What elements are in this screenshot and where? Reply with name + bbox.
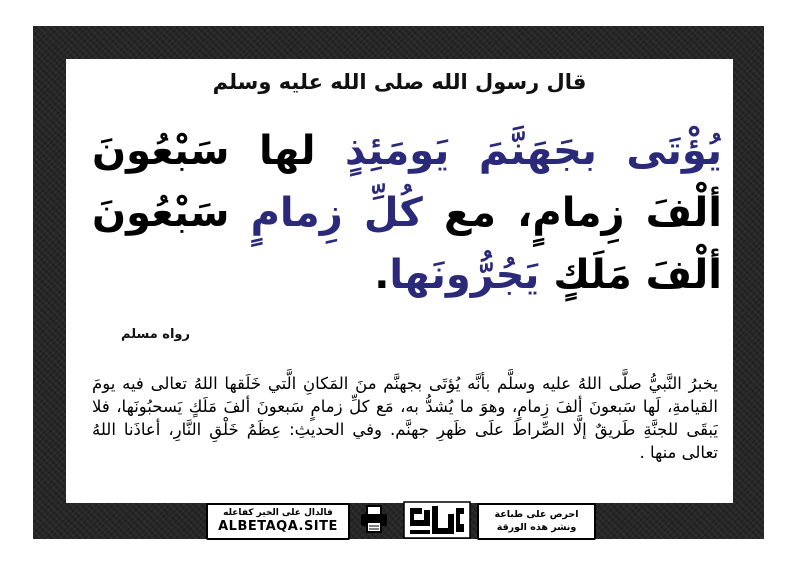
print-notice-box <box>477 503 596 540</box>
print-notice-line-1: احرص على طباعة <box>494 509 579 520</box>
printer-icon <box>359 504 389 534</box>
hadith-part-5: يَجُرُّونَها <box>389 252 540 298</box>
hadith-text <box>92 120 722 306</box>
explanation-text: يخبرُ النَّبيُّ صلَّى اللهُ عليه وسلَّم بأنَّه يُؤتَى بجهنَّم منَ المَكانِ الَّتي خَلَقها اللهُ تعالى فيه يومَ القيامةِ، لَها سَبعونَ ألفَ زِمامٍ، وهوَ ما يُشدُّ به، مَع كلِّ زمامٍ سَبعونَ ألفَ مَلَكٍ يَسحبُونَها، فلا يَبقَى للجنَّةِ طَريقٌ إلَّا الصِّراطَ علَى ظَهرِ جهنَّم. وفي الحديثِ: عِظَمُ خَلْقِ النَّارِ، أعاذَنا اللهُ تعالى منها . <box>92 374 718 462</box>
website-slogan: فالدال على الخير كفاعله <box>223 508 333 518</box>
logo-emblem <box>402 500 472 540</box>
footer <box>206 500 596 540</box>
website-link[interactable]: ALBETAQA.SITE <box>218 519 338 534</box>
hadith-part-3: كُلِّ زِمامٍ <box>250 190 423 236</box>
website-box <box>206 503 350 540</box>
hadith-part-6: . <box>374 252 390 298</box>
hadith-part-4: سَبْعُونَ ألْفَ مَلَكٍ <box>92 190 722 298</box>
print-notice-line-2: ونشر هذه الورقة <box>496 522 577 533</box>
hadith-part-2: لها سَبْعُونَ ألْفَ زِمامٍ، مع <box>92 128 722 236</box>
hadith-part-1: يُؤْتَى بجَهَنَّمَ يَومَئِذٍ <box>345 128 722 174</box>
header-title: قال رسول الله صلى الله عليه وسلم <box>212 70 587 94</box>
hadith-source: رواه مسلم <box>121 327 190 342</box>
